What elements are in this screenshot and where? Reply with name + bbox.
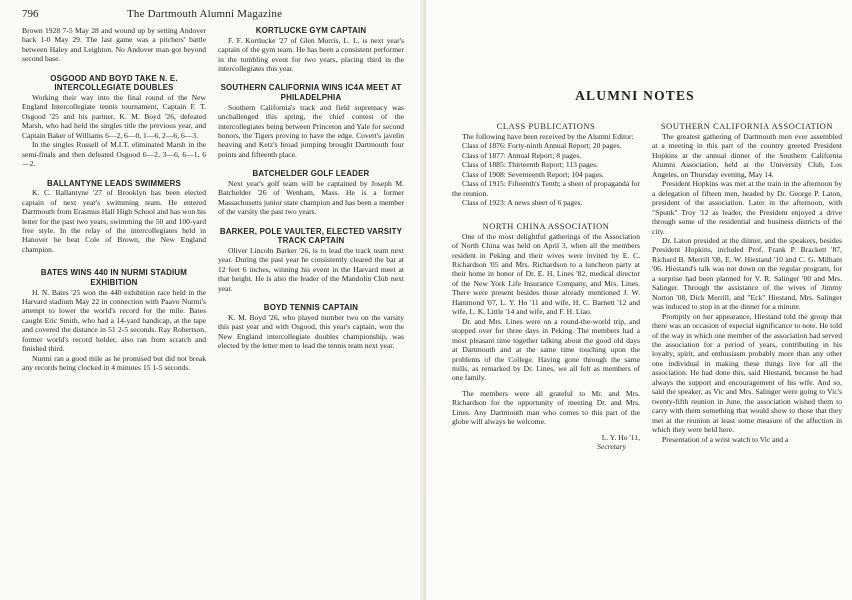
article-paragraph: H. N. Bates '25 won the 440 exhibition race held in the Harvard stadium May 22 in connection with Paavo Nurmi's attempt to lower the world's record for the mile. Bates caught Eric Smith, who had a 14-yard handicap, at the tape and covered the distance in 51 2-5 seconds. Ray Robertson, former world's record holder, also ran from scratch and finished third.: [22, 287, 206, 354]
section-heading-southern-california-association: SOUTHERN CALIFORNIA ASSOCIATION: [660, 122, 834, 131]
article-paragraph: The members were all grateful to Mr. and Mrs. Richardson for the opportunity of meeting Dr. and Mrs. Lines. Any Dartmouth man who comes to this part of the globe will always be welcome.: [452, 388, 640, 427]
article-paragraph: Oliver Lincoln Barker '26, is to lead the track team next year. During the past year he consistently cleared the bar at 12 feet 6 inches, winning his event in the Harvard meet at that height. He is also the leader of the Mandolin Club next year.: [218, 245, 404, 293]
article-heading-osgood-boyd: OSGOOD AND BOYD TAKE N. E. INTERCOLLEGIATE DOUBLES: [50, 73, 178, 93]
article-paragraph: Working their way into the final round of the New England Intercollegiate tennis tournament, Captain F. T. Osgood '25 and his partner, K. M. Boyd '26, defeated Marsh, who had held the singles title the previous year, and Captain Baker of Williams 6—2, 6—0, 1—6, 2—6, 6—3.: [22, 93, 206, 140]
article-paragraph: Dr. Laton presided at the dinner, and the speakers, besides President Hopkins, included Prof. Frank P. Brackett '87, Richard B. Merrill '08, E. W. Hiestand '10 and C. G. Milham '06. Hiestand's talk was not down on the regular program, for a surprise had been planned for V. R. Salinger '00 and Mrs. Salinger. Through the assistance of the wives of Jimmy Norton '08, Dick Merrill, and "Eck" Hiestand, Mrs. Salinger was induced to stop in at the dinner for a minute.: [652, 235, 842, 312]
article-paragraph: In the singles Russell of M.I.T. eliminated Marsh in the semi-finals and then defeated Osgood 6—2, 3—6, 6—1, 6—2.: [22, 140, 206, 169]
list-item: Class of 1923: A news sheet of 6 pages.: [462, 198, 583, 208]
article-paragraph: Next year's golf team will be captained by Joseph M. Batchelder '26 of Wenham, Mass. He is a former Massachusetts junior state champion and has been a member of the varsity the past two years.: [218, 178, 404, 217]
article-paragraph: Presentation of a wrist watch to Vic and a: [662, 434, 789, 444]
left-column-2: [218, 26, 404, 596]
article-heading-kortlucke: KORTLUCKE GYM CAPTAIN: [255, 26, 367, 35]
article-paragraph: K. C. Ballantyne '27 of Brooklyn has been elected captain of next year's swimming team. He entered Dartmouth from Erasmus Hall High School and has won his letter for the past two years, swimming the 50 and 100-yard free style. In the relay of the intercollegiates held in Hanover he beat Cole of Brown, the New England champion.: [22, 188, 206, 254]
list-item: Class of 1877: Annual Report; 8 pages.: [462, 150, 582, 160]
section-heading-north-china: NORTH CHINA ASSOCIATION: [482, 221, 610, 231]
article-paragraph: President Hopkins was met at the train in the afternoon by a delegation of fifteen men, headed by Dr. George P. Laton, president of the association. Later in the afternoon, with "Spunk" Troy '12 as leader, the President enjoyed a drive through some of the residential and business districts of the city.: [652, 179, 842, 236]
article-paragraph: Dr. and Mrs. Lines were on a round-the-world trip, and stopped over for three days in Peking. The members had a most pleasant time together talking about the good old days at Dartmouth and at the same time touching upon the problems of the College. Having gone through the same mills, as remarked by Dr. Lines, we all felt as members of one family.: [452, 316, 640, 383]
article-paragraph: Nurmi ran a good mile as he promised but did not break any records being clocked in 4 minutes 15 1-5 seconds.: [22, 353, 206, 373]
article-heading-southern-california-ic4a: SOUTHERN CALIFORNIA WINS IC4A MEET AT PHILADELPHIA: [220, 83, 402, 102]
article-paragraph: F. F. Kortlucke '27 of Glen Morris, L. I., is next year's captain of the gym team. He has been a consistent performer in the tumbling event for two years, placing third in the intercollegiates this year.: [218, 35, 404, 73]
page-number: 796: [22, 8, 39, 20]
running-head: [22, 8, 402, 22]
left-column-1: [22, 26, 206, 596]
list-item: Class of 1885: Thirteenth Report; 113 pages.: [462, 160, 599, 170]
signature-role: Secretary: [597, 442, 626, 452]
article-paragraph: K. M. Boyd '26, who played number two on the varsity this past year and with Osgood, this year's captain, won the New England intercollegiate doubles championship, was elected by the letter men to lead the tennis team next year.: [218, 312, 404, 351]
list-item: Class of 1876: Forty-ninth Annual Report; 20 pages.: [462, 141, 622, 151]
article-paragraph: The following have been received by the Alumni Editor:: [462, 132, 634, 141]
right-column-2: [652, 122, 842, 596]
article-heading-bates: BATES WINS 440 IN NURMI STADIUM EXHIBITION: [40, 268, 188, 287]
list-item: Class of 1908: Seventeenth Report; 104 pages.: [462, 169, 604, 179]
article-paragraph: Promptly on her appearance, Hiestand told the group that there was an occasion of especial significance to note. He told of the way in which one member of the association had served the association for a period of years, contributing in his loyalty, spirit, and enthusiasm probably more than any other one individual in making these things live for all the association. He had done this, said Hiestand, because he had always the support and encouragement of his wife. And so, said the speaker, as Vic and Mrs. Salinger were going to Vic's twenty-fifth reunion in June, the association wished them to carry with them something that would show to those that they met at the reunion at least some measure of the affection in which they were held here.: [652, 311, 842, 435]
section-heading-class-publications: CLASS PUBLICATIONS: [496, 122, 596, 131]
article-paragraph: One of the most delightful gatherings of the Association of North China was held on April 3, when all the members resident in Peking and their wives were invited by E. C. Richardson '05 and Mrs. Richardson to a luncheon party at their home in honor of Dr. E. H. Lines '82, medical director of the New York Life Insurance Company, and Mrs. Lines. There were present besides those already mentioned J. W. Hammond '07, L. Y. Ho '11 and wife, H. C. Barnett '12 and wife, L. K. Little '14 and wife, and F. H. Liao.: [452, 231, 640, 317]
article-heading-barker: BARKER, POLE VAULTER, ELECTED VARSITY TRACK CAPTAIN: [219, 226, 403, 246]
article-heading-boyd: BOYD TENNIS CAPTAIN: [263, 303, 359, 313]
signature-name: L. Y. Ho '11,: [601, 432, 640, 442]
article-paragraph: Southern California's track and field supremacy was unchallenged this spring, the chief contest of the intercollegiates being between Princeton and Yale for second honors, the Tigers proving to have the edge. Covert's javelin heaving and Ketz's broad jumping brought Dartmouth four points and fifteenth place.: [218, 102, 404, 159]
right-column-1: [452, 122, 640, 596]
article-paragraph: The greatest gathering of Dartmouth men ever assembled at a meeting in this part of the country greeted President Hopkins at the annual dinner of the Southern California Alumni Association, held at the University Club, Los Angeles, on Thursday evening, May 14.: [652, 132, 842, 179]
article-heading-ballantyne: BALLANTYNE LEADS SWIMMERS: [47, 178, 181, 188]
list-item: Class of 1915: Fifteenth's Tenth; a sheet of propaganda for the reunion.: [452, 179, 640, 198]
magazine-title: The Dartmouth Alumni Magazine: [127, 8, 283, 20]
article-heading-batchelder: BATCHELDER GOLF LEADER: [252, 169, 370, 179]
section-title-alumni-notes: ALUMNI NOTES: [575, 88, 695, 103]
intro-paragraph: Brown 1928 7-5 May 28 and wound up by setting Andover back 1-0 May 29. The last game was a pitchers' battle between Haley and Leighton. No Andover man got beyond second base.: [22, 26, 206, 64]
